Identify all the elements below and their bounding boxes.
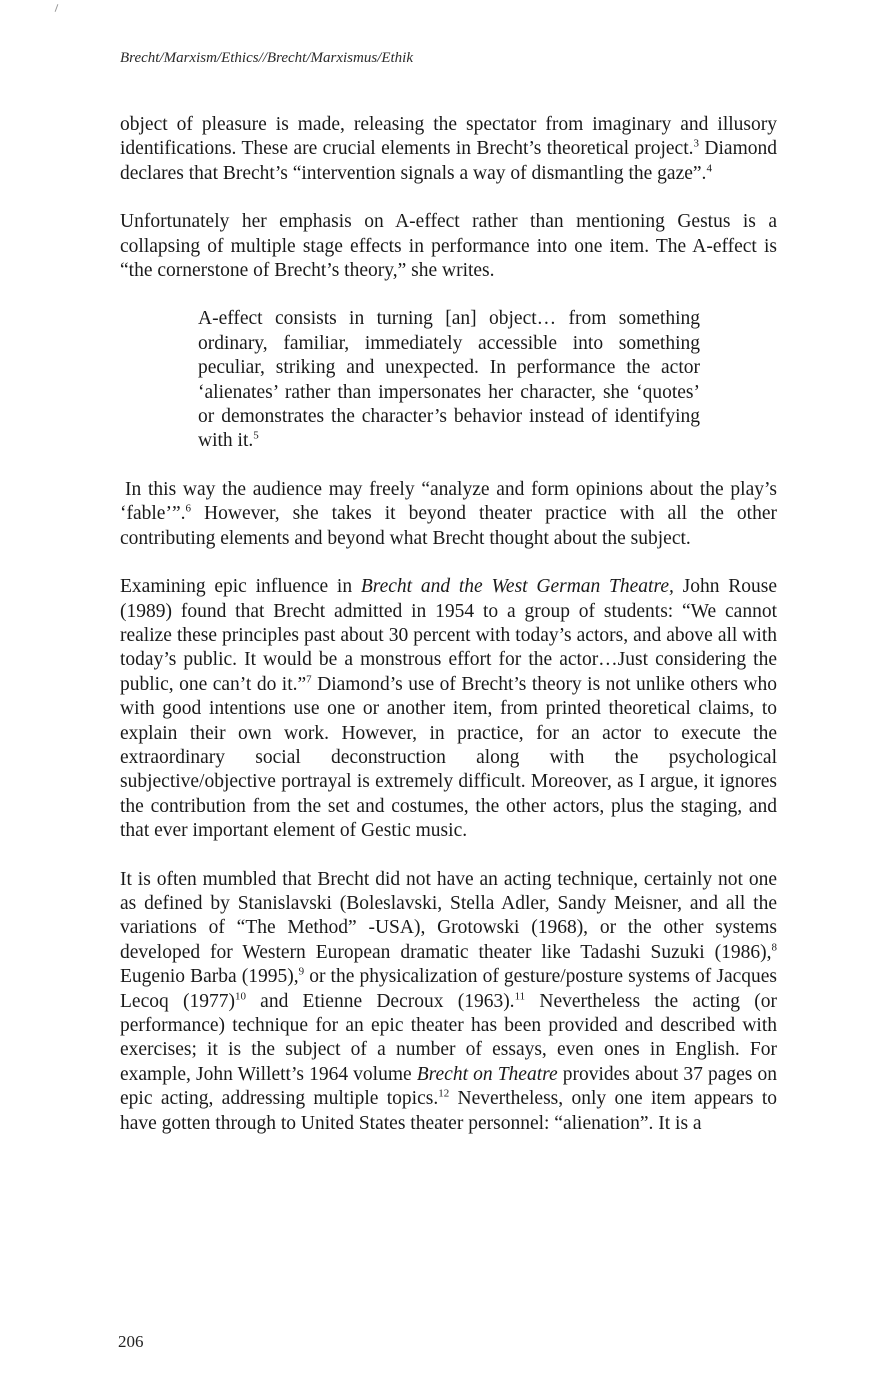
paragraph-1: object of pleasure is made, releasing the spectator from imaginary and illusory identifications. These are crucial elements in Brecht’s theoretical project.$^3$ Diamond declares that Brecht’s “intervention signals a way of dismantling the gaze”.$^4$ <box>120 114 777 184</box>
book-title: Brecht and the West German Theatre, <box>360 576 674 598</box>
margin-mark <box>55 4 59 12</box>
paragraph-3: In this way the audience may freely “analyze and form opinions about the play’s ‘fable’”.$^6$ However, she takes it beyond theater practice with all the other contributing elements and beyond what Brecht thought about the subject. <box>120 478 777 549</box>
paragraph-2: Unfortunately her emphasis on A-effect rather than mentioning Gestus is a collapsing of multiple stage effects in performance into one item. The A-effect is “the cornerstone of Brecht’s theory,” she writes. <box>120 211 777 282</box>
footnote-ref[interactable]: 6 <box>185 502 191 515</box>
footnote-ref[interactable]: 11 <box>514 990 526 1003</box>
footnote-ref[interactable]: 8 <box>771 941 777 954</box>
footnote-ref[interactable]: 12 <box>438 1087 450 1100</box>
footnote-ref[interactable]: 3 <box>693 137 700 150</box>
block-quote: A-effect consists in turning [an] object… from something ordinary, familiar, immediately accessible into something peculiar, striking and unexpected. In performance the actor ‘alienates’ rather than impersonates her character, she ‘quotes’ or demonstrates the character’s behavior instead of identifying with it.$^5$ <box>198 308 700 452</box>
footnote-ref[interactable]: 9 <box>298 965 305 978</box>
page-number: 206 <box>118 1332 144 1351</box>
footnote-ref[interactable]: 4 <box>706 162 712 175</box>
paragraph-4: Examining epic influence in Brecht and the West German Theatre, John Rouse (1989) found that Brecht admitted in 1954 to a group of students: “We cannot realize these principles past about 30 percent with today’s actors, and above all with today’s public. It would be a monstrous effort for the actor…Just considering the public, one can’t do it.”$^7$ Diamond’s use of Brecht’s theory is not unlike others who with good intentions use one or another item, from printed theoretical claims, to explain their own work. However, in practice, for an actor to execute the extraordinary social deconstruction along with the psychological subjective/objective portrayal is extremely difficult. Moreover, as I argue, it ignores the contribution from the set and costumes, the other actors, plus the staging, and that ever important element of Gestic music. <box>120 576 777 842</box>
body-text <box>120 113 777 1160</box>
footnote-ref[interactable]: 10 <box>234 990 246 1003</box>
footnote-ref[interactable]: 7 <box>306 673 312 686</box>
paragraph-5: It is often mumbled that Brecht did not have an acting technique, certainly not one as defined by Stanislavski (Boleslavski, Stella Adler, Sandy Meisner, and all the variations of “The Method” -USA), Grotowski (1968), or the other systems developed for Western European dramatic theater like Tadashi Suzuki (1986),$^8$ Eugenio Barba (1995),$^9$ or the physicalization of gesture/posture systems of Jacques Lecoq $(1977)^{10}$ and Etienne Decroux (1963).$^{11}$ Nevertheless the acting (or performance) technique for an epic theater has been provided and described with exercises; it is the subject of a number of essays, even ones in English. For example, John Willett’s 1964 volume Brecht on Theatre provides about 37 pages on epic acting, addressing multiple topics.$^{12}$ Nevertheless, only one item appears to have gotten through to United States theater personnel: “alienation”. It is a <box>120 868 777 1134</box>
running-header: Brecht/Marxism/Ethics//Brecht/Marxismus/Ethik <box>120 50 413 66</box>
book-title: Brecht on Theatre <box>416 1063 558 1085</box>
footnote-ref[interactable]: 5 <box>253 429 259 442</box>
